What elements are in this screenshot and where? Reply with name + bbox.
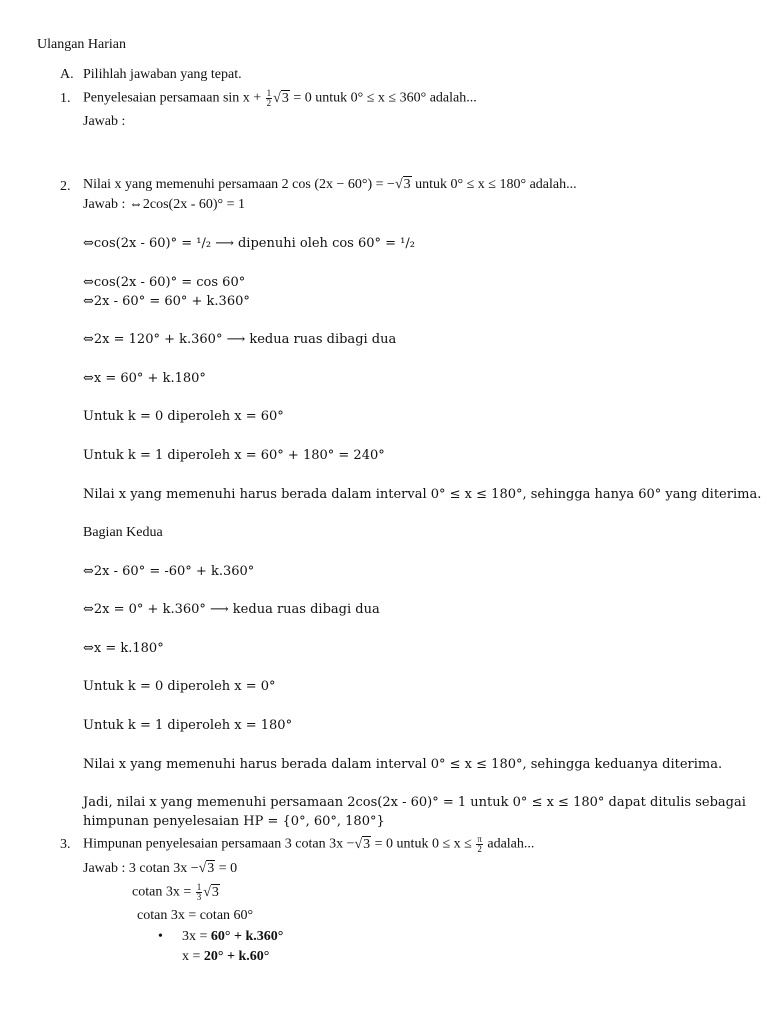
q2-text-post: untuk 0° ≤ x ≤ 180° adalah... (415, 177, 577, 192)
q2-line: Nilai x yang memenuhi harus berada dalam interval 0° ≤ x ≤ 180°, sehingga keduanya diterima. (83, 757, 723, 772)
q3-ans5-bold: 20° + k.60° (203, 949, 270, 964)
q3-answer-line-1 (83, 861, 237, 877)
q1-answer: Jawab : (83, 114, 126, 129)
q2-sqrt: √3 (394, 177, 411, 192)
q2-line: Nilai x yang memenuhi harus berada dalam interval 0° ≤ x ≤ 180°, sehingga hanya 60° yang diterima. (83, 487, 762, 502)
q3-answer-line-4 (182, 929, 283, 945)
q3-ans2-sqrt: √3 (203, 884, 219, 900)
q3-ans2-sqrt-arg: 3 (211, 884, 219, 900)
q3-text-pre: Himpunan penyelesaian persamaan 3 cotan 3x − (83, 836, 355, 852)
q2-line: Untuk k = 0 diperoleh x = 60° (83, 409, 284, 424)
q1-sqrt-arg: 3 (281, 90, 289, 106)
q1-text (83, 89, 477, 108)
q2-line: Jadi, nilai x yang memenuhi persamaan 2cos(2x - 60)° = 1 untuk 0° ≤ x ≤ 180° dapat ditulis sebagai (83, 795, 746, 810)
q2-sqrt-arg: 3 (403, 177, 411, 192)
q2-line: Untuk k = 0 diperoleh x = 0° (83, 679, 276, 694)
q1-text-pre: Penyelesaian persamaan sin x + (83, 90, 262, 106)
q3-number: 3. (60, 837, 71, 852)
q2-line: ⇔2x - 60° = -60° + k.360° (83, 564, 255, 579)
q3-text (83, 835, 534, 854)
q2-number: 2. (60, 179, 71, 194)
q2-text (83, 177, 577, 193)
section-a-text: Pilihlah jawaban yang tepat. (83, 67, 242, 82)
q2-line: ⇔cos(2x - 60)° = ¹/₂ ⟶ dipenuhi oleh cos 60° = ¹/₂ (83, 236, 415, 251)
q3-ans2-frac-num: 1 (196, 882, 202, 892)
q3-ans1-post: = 0 (218, 861, 238, 876)
q3-ans1-sqrt: √3 (198, 861, 215, 876)
q2-line: Bagian Kedua (83, 525, 163, 540)
q2-line: ⇔x = 60° + k.180° (83, 371, 206, 386)
q3-ans4-bold: 60° + k.360° (210, 929, 284, 944)
bullet-icon: • (158, 929, 163, 944)
q3-answer-line-3: cotan 3x = cotan 60° (137, 908, 254, 923)
q2-line: Jawab : ⇔2cos(2x - 60)° = 1 (83, 197, 246, 212)
q3-text-mid: = 0 untuk 0 ≤ x ≤ (374, 836, 472, 852)
q1-number: 1. (60, 91, 71, 106)
section-a-label: A. (60, 67, 74, 82)
q1-frac-num: 1 (266, 88, 272, 98)
q2-line: ⇔2x - 60° = 60° + k.360° (83, 294, 250, 309)
q3-ans2-frac-den: 3 (196, 892, 202, 902)
q1-sqrt: √3 (273, 90, 289, 106)
q3-fraction (476, 835, 483, 854)
q2-line: ⇔x = k.180° (83, 641, 164, 656)
q1-frac-den: 2 (266, 98, 272, 108)
q3-sqrt-arg: 3 (363, 836, 371, 852)
q3-text-post: adalah... (487, 836, 535, 852)
q1-text-post: = 0 untuk 0° ≤ x ≤ 360° adalah... (293, 90, 477, 106)
q3-ans2-fraction (196, 883, 203, 902)
q3-ans1-sqrt-arg: 3 (207, 861, 215, 876)
q3-ans2-pre: cotan 3x = (132, 884, 192, 900)
q3-ans4-pre: 3x = (182, 929, 211, 944)
q3-frac-den: 2 (477, 844, 482, 854)
q3-frac-num: π (477, 834, 482, 844)
q3-ans1-pre: Jawab : 3 cotan 3x − (83, 861, 199, 876)
q2-line: ⇔cos(2x - 60)° = cos 60° (83, 275, 246, 290)
q3-answer-line-2 (132, 883, 220, 902)
q2-text-pre: Nilai x yang memenuhi persamaan 2 cos (2x − 60°) = − (83, 177, 395, 192)
q3-sqrt: √3 (354, 836, 371, 852)
document-title: Ulangan Harian (37, 37, 127, 52)
q2-line: himpunan penyelesaian HP = {0°, 60°, 180°} (83, 814, 385, 829)
q2-line: Untuk k = 1 diperoleh x = 60° + 180° = 240° (83, 448, 385, 463)
q3-ans5-pre: x = (182, 949, 204, 964)
q2-line: ⇔2x = 0° + k.360° ⟶ kedua ruas dibagi dua (83, 602, 380, 617)
q2-line: ⇔2x = 120° + k.360° ⟶ kedua ruas dibagi dua (83, 332, 397, 347)
q2-line: Untuk k = 1 diperoleh x = 180° (83, 718, 293, 733)
q3-answer-line-5 (182, 949, 269, 965)
q1-fraction (266, 89, 273, 108)
